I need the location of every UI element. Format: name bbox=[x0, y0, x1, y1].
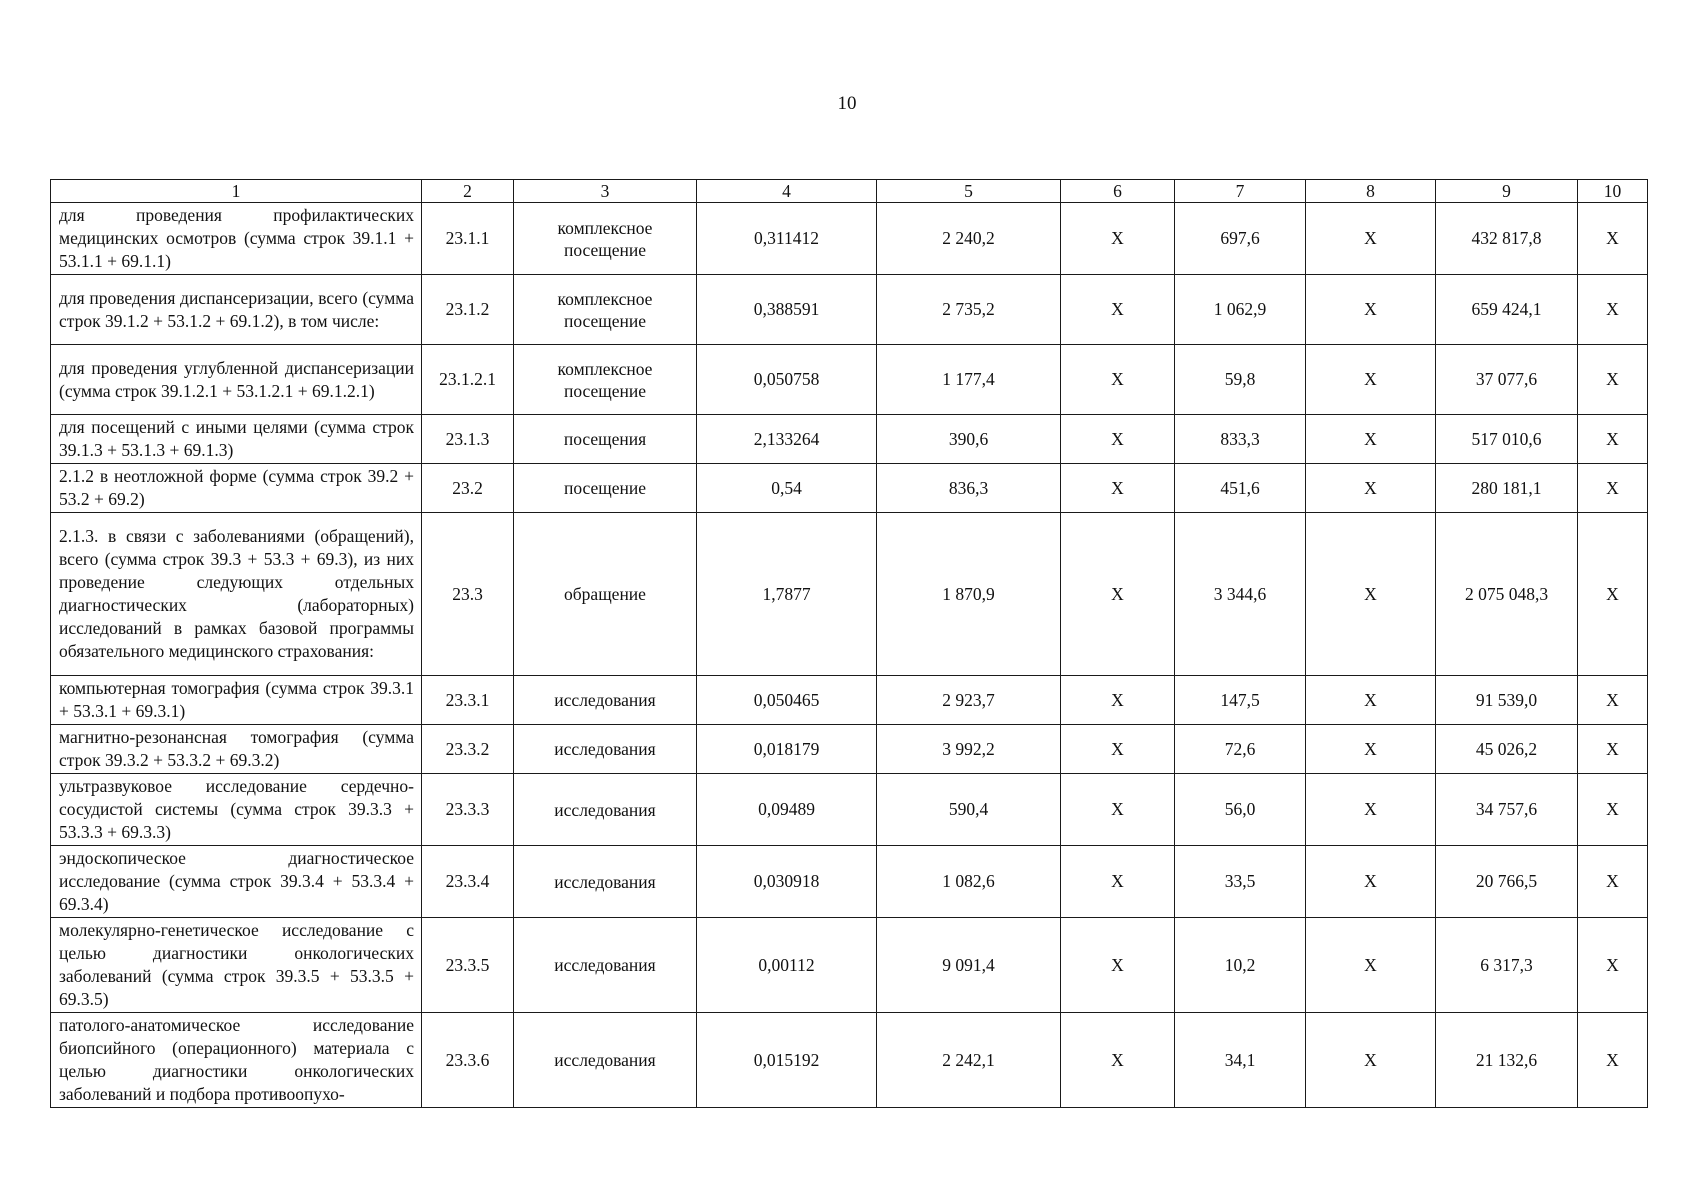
table-cell: X bbox=[1306, 918, 1436, 1013]
table-cell: 697,6 bbox=[1175, 203, 1306, 275]
table-cell: 833,3 bbox=[1175, 415, 1306, 464]
table-cell: 390,6 bbox=[877, 415, 1061, 464]
table-cell: магнитно-резонансная томография (сумма строк 39.3.2 + 53.3.2 + 69.3.2) bbox=[51, 725, 422, 774]
table-cell: для проведения профилактических медицинских осмотров (сумма строк 39.1.1 + 53.1.1 + 69.1.1) bbox=[51, 203, 422, 275]
table-cell: патолого-анатомическое исследование биопсийного (операционного) материала с целью диагностики онкологических заболеваний и подбора противоопухо- bbox=[51, 1013, 422, 1108]
table-cell: исследования bbox=[514, 774, 697, 846]
table-cell: X bbox=[1061, 345, 1175, 415]
table-cell: X bbox=[1306, 725, 1436, 774]
header-cell: 8 bbox=[1306, 180, 1436, 203]
table-cell: 37 077,6 bbox=[1436, 345, 1578, 415]
table-cell: 0,54 bbox=[697, 464, 877, 513]
table-cell: 23.3.2 bbox=[422, 725, 514, 774]
table-cell: X bbox=[1578, 513, 1648, 676]
table-cell: посещение bbox=[514, 464, 697, 513]
table-row bbox=[51, 676, 1648, 725]
table-cell: эндоскопическое диагностическое исследование (сумма строк 39.3.4 + 53.3.4 + 69.3.4) bbox=[51, 846, 422, 918]
table-cell: X bbox=[1306, 203, 1436, 275]
header-cell: 3 bbox=[514, 180, 697, 203]
header-cell: 10 bbox=[1578, 180, 1648, 203]
table-cell: 2,133264 bbox=[697, 415, 877, 464]
table-row bbox=[51, 464, 1648, 513]
table-cell: X bbox=[1578, 1013, 1648, 1108]
table-cell: 6 317,3 bbox=[1436, 918, 1578, 1013]
table-cell: 3 344,6 bbox=[1175, 513, 1306, 676]
table-row bbox=[51, 1013, 1648, 1108]
table-cell: исследования bbox=[514, 1013, 697, 1108]
table-cell: 3 992,2 bbox=[877, 725, 1061, 774]
table-cell: 2 923,7 bbox=[877, 676, 1061, 725]
table-row bbox=[51, 846, 1648, 918]
table-cell: молекулярно-генетическое исследование с целью диагностики онкологических заболеваний (сумма строк 39.3.5 + 53.3.5 + 69.3.5) bbox=[51, 918, 422, 1013]
table-cell: X bbox=[1578, 918, 1648, 1013]
table-cell: 659 424,1 bbox=[1436, 275, 1578, 345]
table-cell: комплексное посещение bbox=[514, 203, 697, 275]
table-cell: компьютерная томография (сумма строк 39.3.1 + 53.3.1 + 69.3.1) bbox=[51, 676, 422, 725]
table-cell: 836,3 bbox=[877, 464, 1061, 513]
table-row bbox=[51, 345, 1648, 415]
table-cell: X bbox=[1061, 774, 1175, 846]
data-table bbox=[50, 179, 1648, 1108]
header-cell: 7 bbox=[1175, 180, 1306, 203]
table-cell: X bbox=[1061, 725, 1175, 774]
table-cell: исследования bbox=[514, 725, 697, 774]
table-cell: 0,311412 bbox=[697, 203, 877, 275]
page-number: 10 bbox=[837, 93, 857, 114]
table-cell: 0,030918 bbox=[697, 846, 877, 918]
table-cell: X bbox=[1306, 415, 1436, 464]
table-cell: 10,2 bbox=[1175, 918, 1306, 1013]
table-cell: X bbox=[1306, 275, 1436, 345]
table-cell: 517 010,6 bbox=[1436, 415, 1578, 464]
table-cell: 23.3.1 bbox=[422, 676, 514, 725]
table-cell: исследования bbox=[514, 676, 697, 725]
table-cell: исследования bbox=[514, 846, 697, 918]
table-body bbox=[51, 203, 1648, 1108]
table-cell: X bbox=[1578, 345, 1648, 415]
table-cell: 2.1.3. в связи с заболеваниями (обращений), всего (сумма строк 39.3 + 53.3 + 69.3), из них проведение следующих отдельных диагностических (лабораторных) исследований в рамках базовой программы обязательного медицинского страхования: bbox=[51, 513, 422, 676]
table-cell: 23.2 bbox=[422, 464, 514, 513]
header-cell: 4 bbox=[697, 180, 877, 203]
table-cell: комплексное посещение bbox=[514, 345, 697, 415]
table-cell: 0,09489 bbox=[697, 774, 877, 846]
table-cell: X bbox=[1061, 464, 1175, 513]
table-cell: X bbox=[1061, 918, 1175, 1013]
table-cell: 34,1 bbox=[1175, 1013, 1306, 1108]
table-cell: 91 539,0 bbox=[1436, 676, 1578, 725]
table-cell: ультразвуковое исследование сердечно-сосудистой системы (сумма строк 39.3.3 + 53.3.3 + 69.3.3) bbox=[51, 774, 422, 846]
table-cell: X bbox=[1306, 513, 1436, 676]
table-cell: 23.3 bbox=[422, 513, 514, 676]
table-cell: исследования bbox=[514, 918, 697, 1013]
table-cell: 23.1.1 bbox=[422, 203, 514, 275]
table-cell: 72,6 bbox=[1175, 725, 1306, 774]
table-cell: 23.3.4 bbox=[422, 846, 514, 918]
header-cell: 1 bbox=[51, 180, 422, 203]
table-cell: X bbox=[1061, 676, 1175, 725]
table-cell: 23.3.3 bbox=[422, 774, 514, 846]
table-row bbox=[51, 725, 1648, 774]
table-cell: X bbox=[1578, 275, 1648, 345]
table-cell: 147,5 bbox=[1175, 676, 1306, 725]
table-cell: 280 181,1 bbox=[1436, 464, 1578, 513]
table-cell: X bbox=[1061, 513, 1175, 676]
table-cell: 1,7877 bbox=[697, 513, 877, 676]
table-cell: 2 075 048,3 bbox=[1436, 513, 1578, 676]
table-cell: 1 870,9 bbox=[877, 513, 1061, 676]
table-cell: 451,6 bbox=[1175, 464, 1306, 513]
table-row bbox=[51, 203, 1648, 275]
table-cell: комплексное посещение bbox=[514, 275, 697, 345]
table-cell: 0,388591 bbox=[697, 275, 877, 345]
table-row bbox=[51, 415, 1648, 464]
table-cell: 0,015192 bbox=[697, 1013, 877, 1108]
table-cell: X bbox=[1578, 774, 1648, 846]
header-cell: 9 bbox=[1436, 180, 1578, 203]
table-cell: 23.3.6 bbox=[422, 1013, 514, 1108]
table-cell: X bbox=[1306, 846, 1436, 918]
header-cell: 5 bbox=[877, 180, 1061, 203]
table-cell: 9 091,4 bbox=[877, 918, 1061, 1013]
table-cell: для посещений с иными целями (сумма строк 39.1.3 + 53.1.3 + 69.1.3) bbox=[51, 415, 422, 464]
table-cell: 45 026,2 bbox=[1436, 725, 1578, 774]
table-cell: X bbox=[1578, 725, 1648, 774]
table-cell: для проведения углубленной диспансеризации (сумма строк 39.1.2.1 + 53.1.2.1 + 69.1.2.1) bbox=[51, 345, 422, 415]
table-cell: 20 766,5 bbox=[1436, 846, 1578, 918]
table-cell: обращение bbox=[514, 513, 697, 676]
table-cell: X bbox=[1306, 1013, 1436, 1108]
table-cell: 1 177,4 bbox=[877, 345, 1061, 415]
table-cell: 2.1.2 в неотложной форме (сумма строк 39.2 + 53.2 + 69.2) bbox=[51, 464, 422, 513]
table-cell: 0,018179 bbox=[697, 725, 877, 774]
table-cell: X bbox=[1306, 464, 1436, 513]
table-cell: X bbox=[1578, 415, 1648, 464]
table-cell: X bbox=[1578, 464, 1648, 513]
table-cell: 59,8 bbox=[1175, 345, 1306, 415]
table-cell: X bbox=[1578, 846, 1648, 918]
table-cell: 23.3.5 bbox=[422, 918, 514, 1013]
table-cell: 432 817,8 bbox=[1436, 203, 1578, 275]
table-cell: 56,0 bbox=[1175, 774, 1306, 846]
table-cell: 23.1.2 bbox=[422, 275, 514, 345]
table-row bbox=[51, 275, 1648, 345]
table-cell: 0,050465 bbox=[697, 676, 877, 725]
table-cell: X bbox=[1061, 1013, 1175, 1108]
table-cell: 23.1.2.1 bbox=[422, 345, 514, 415]
table-cell: 1 082,6 bbox=[877, 846, 1061, 918]
table-cell: 0,00112 bbox=[697, 918, 877, 1013]
table-row bbox=[51, 918, 1648, 1013]
table-cell: X bbox=[1306, 345, 1436, 415]
table-cell: 34 757,6 bbox=[1436, 774, 1578, 846]
table-cell: 21 132,6 bbox=[1436, 1013, 1578, 1108]
table-cell: X bbox=[1578, 203, 1648, 275]
table-cell: 2 735,2 bbox=[877, 275, 1061, 345]
header-cell: 6 bbox=[1061, 180, 1175, 203]
table-cell: X bbox=[1061, 846, 1175, 918]
table-cell: X bbox=[1061, 415, 1175, 464]
table-cell: X bbox=[1578, 676, 1648, 725]
table-cell: X bbox=[1061, 203, 1175, 275]
table-cell: X bbox=[1306, 774, 1436, 846]
table-cell: 1 062,9 bbox=[1175, 275, 1306, 345]
header-cell: 2 bbox=[422, 180, 514, 203]
table-cell: посещения bbox=[514, 415, 697, 464]
table-cell: 2 240,2 bbox=[877, 203, 1061, 275]
table-cell: 23.1.3 bbox=[422, 415, 514, 464]
header-row bbox=[51, 180, 1648, 203]
table-cell: 33,5 bbox=[1175, 846, 1306, 918]
table-row bbox=[51, 774, 1648, 846]
table-cell: 2 242,1 bbox=[877, 1013, 1061, 1108]
table-cell: 0,050758 bbox=[697, 345, 877, 415]
table-cell: 590,4 bbox=[877, 774, 1061, 846]
table-cell: X bbox=[1306, 676, 1436, 725]
table-row bbox=[51, 513, 1648, 676]
table-cell: X bbox=[1061, 275, 1175, 345]
table-cell: для проведения диспансеризации, всего (сумма строк 39.1.2 + 53.1.2 + 69.1.2), в том числе: bbox=[51, 275, 422, 345]
